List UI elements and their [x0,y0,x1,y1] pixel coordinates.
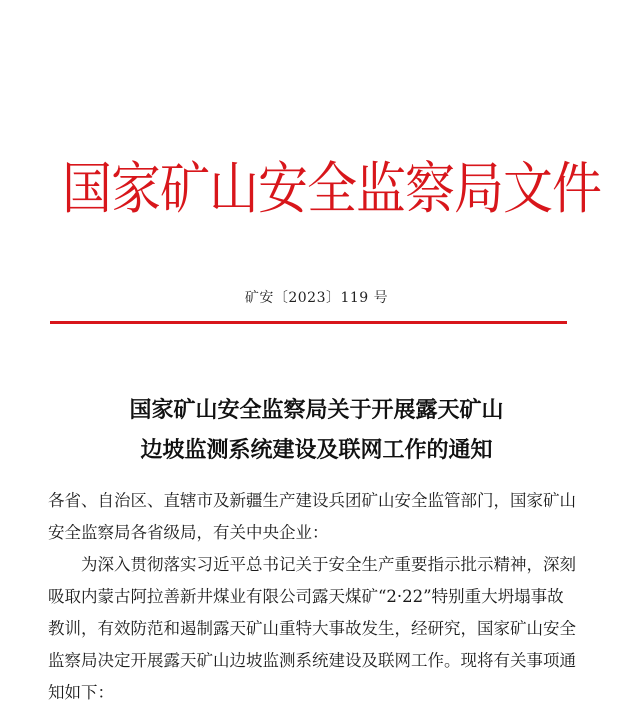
title-line-1: 国家矿山安全监察局关于开展露天矿山 [129,397,504,423]
red-divider-line [50,321,567,324]
body-paragraph-1: 为深入贯彻落实习近平总书记关于安全生产重要指示批示精神，深刻吸取内蒙古阿拉善新井煤业有限公司露天煤矿“2·22”特别重大坍塌事故教训，有效防范和遏制露天矿山重特大事故发生，经研究，国家矿山安全监察局决定开展露天矿山边坡监测系统建设及联网工作。现将有关事项通知如下： [48,555,576,702]
addressee-paragraph: 各省、自治区、直辖市及新疆生产建设兵团矿山安全监管部门，国家矿山安全监察局各省级局，有关中央企业： [48,491,576,542]
document-masthead: 国家矿山安全监察局文件 [62,156,601,222]
document-body [48,485,578,709]
document-number: 矿安〔2023〕119 号 [244,290,389,306]
title-line-2: 边坡监测系统建设及联网工作的通知 [140,437,493,463]
document-title [0,390,633,470]
